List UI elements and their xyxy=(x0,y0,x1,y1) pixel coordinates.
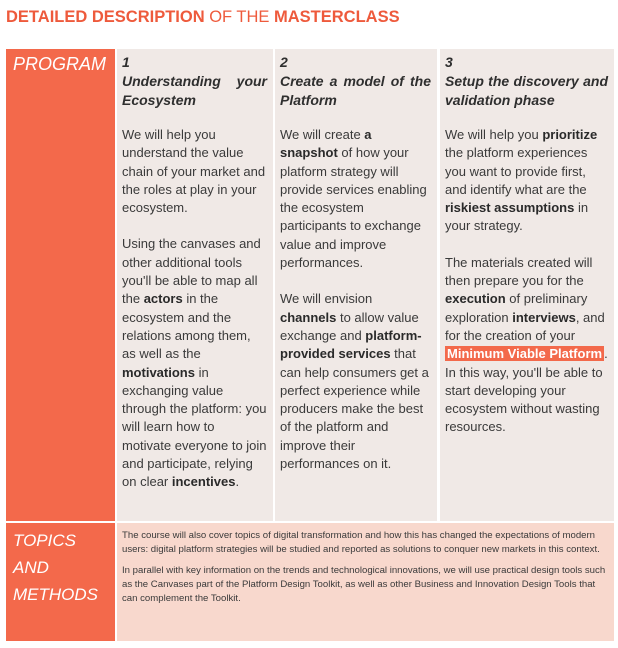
column-paragraph: We will help you understand the value chain of your market and the roles at play in your ecosystem. xyxy=(122,127,266,216)
keyword-execution: execution xyxy=(445,291,506,307)
column-heading: Create a model of the Platform xyxy=(280,73,431,108)
column-body xyxy=(280,126,431,473)
column-number: 2 xyxy=(280,54,288,70)
topics-label-line: METHODS xyxy=(13,585,98,604)
program-column-3 xyxy=(440,49,614,521)
program-label-cell xyxy=(6,49,115,521)
keyword-incentives: incentives xyxy=(171,474,236,490)
column-heading: Understanding your Ecosystem xyxy=(122,73,267,108)
column-paragraph: We will envision channels to allow value exchange and platform-provided services that can help consumers get a perfect experience while producers make the best of the platform and improve their performances on it. xyxy=(280,291,429,472)
keyword-prioritize: prioritize xyxy=(542,127,598,142)
topics-paragraph: In parallel with key information on the trends and technological innovations, we will use practical design tools such as the Canvases part of the Platform Design Toolkit, as well as other Business and Innovation Design Tools that can complement the Toolkit. xyxy=(122,564,606,605)
program-column-2 xyxy=(275,49,437,521)
topics-paragraph: The course will also cover topics of digital transformation and how this has changed the expectations of modern users: digital platform strategies will be studied and reported as solutions to conquer new markets in this context. xyxy=(122,530,600,556)
topics-label-line: AND xyxy=(13,558,49,577)
keyword-actors: actors xyxy=(143,291,183,307)
keyword-motivations: motivations xyxy=(122,364,195,380)
topics-content xyxy=(117,523,614,641)
column-paragraph: We will create a snapshot of how your platform strategy will provide services enabling the ecosystem participants to exchange value and improve performances. xyxy=(280,127,427,271)
column-body xyxy=(445,126,608,437)
topics-label-cell xyxy=(6,523,115,641)
title-part-detailed-description: DETAILED DESCRIPTION xyxy=(6,8,205,26)
title-part-of-the: OF THE xyxy=(204,8,274,26)
keyword-riskiest-assumptions: riskiest assumptions xyxy=(445,200,575,216)
keyword-a-snapshot: a snapshot xyxy=(280,127,372,161)
column-heading: Setup the discovery and validation phase xyxy=(445,73,608,108)
column-paragraph: We will help you prioritize the platform experiences you want to provide first, and identify what are the riskiest assumptions in your strategy. xyxy=(445,127,598,234)
column-number: 1 xyxy=(122,54,130,70)
keyword-interviews: interviews xyxy=(512,309,576,325)
page-title xyxy=(6,8,614,32)
column-paragraph: The materials created will then prepare you for the execution of preliminary exploration interviews, and for the creation of your Minimum Viable Platform . In this way, you'll be able to start developing your ecosystem without wasting resources. xyxy=(445,254,608,435)
title-part-masterclass: MASTERCLASS xyxy=(274,8,400,26)
highlight-minimum-viable-platform: Minimum Viable Platform xyxy=(447,346,603,362)
program-column-1 xyxy=(117,49,273,521)
keyword-platform-provided-services: platform-provided services xyxy=(280,327,422,362)
column-body xyxy=(122,126,267,492)
column-number: 3 xyxy=(445,54,453,70)
program-label: PROGRAM xyxy=(13,54,107,74)
keyword-channels: channels xyxy=(280,309,337,325)
topics-label-line: TOPICS xyxy=(13,531,76,550)
column-paragraph: Using the canvases and other additional tools you'll be able to map all the actors in the ecosystem and the relations among them, as well as the motivations in exchanging value through the platform: you will learn how to motivate everyone to join and participate, relying on clear incentives. xyxy=(122,236,267,490)
